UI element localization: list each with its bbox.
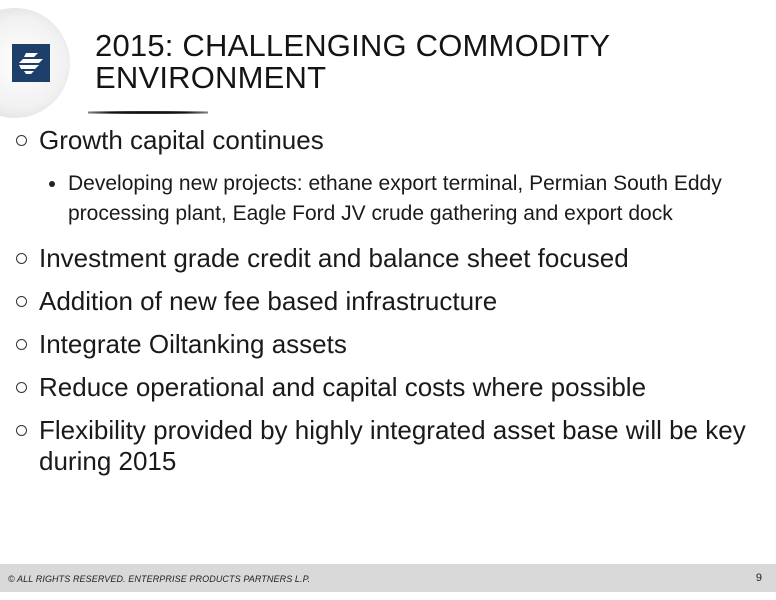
bullet-text: Reduce operational and capital costs where possible bbox=[39, 372, 647, 402]
hollow-circle-bullet-icon bbox=[16, 339, 27, 350]
sub-bullet-text: Developing new projects: ethane export terminal, Permian South Eddy processing plant, Eagle Ford JV crude gathering and export dock bbox=[68, 172, 722, 225]
footer-bar bbox=[0, 564, 776, 592]
bullet-text: Addition of new fee based infrastructure bbox=[39, 286, 498, 316]
bullet-item bbox=[0, 125, 776, 156]
sub-bullet-item bbox=[0, 169, 776, 229]
title-line-1: 2015: CHALLENGING COMMODITY bbox=[95, 28, 611, 63]
hollow-circle-bullet-icon bbox=[16, 135, 27, 146]
bullet-text: Growth capital continues bbox=[39, 125, 324, 155]
enterprise-logo-icon bbox=[12, 44, 50, 82]
hollow-circle-bullet-icon bbox=[16, 382, 27, 393]
hollow-circle-bullet-icon bbox=[16, 425, 27, 436]
bullet-item bbox=[0, 329, 776, 360]
title-underline bbox=[88, 111, 208, 114]
bullet-text: Integrate Oiltanking assets bbox=[39, 329, 347, 359]
slide-title bbox=[95, 30, 755, 94]
page-number: 9 bbox=[755, 572, 762, 584]
bullet-list bbox=[0, 120, 776, 477]
bullet-text: Flexibility provided by highly integrated asset base will be key during 2015 bbox=[39, 415, 746, 476]
filled-dot-bullet-icon bbox=[49, 181, 55, 187]
bullet-item bbox=[0, 372, 776, 403]
bullet-item bbox=[0, 415, 776, 477]
copyright-text: © ALL RIGHTS RESERVED. ENTERPRISE PRODUCTS PARTNERS L.P. bbox=[8, 574, 311, 584]
hollow-circle-bullet-icon bbox=[16, 296, 27, 307]
title-line-2: ENVIRONMENT bbox=[95, 60, 327, 95]
bullet-text: Investment grade credit and balance sheet focused bbox=[39, 243, 629, 273]
bullet-item bbox=[0, 243, 776, 274]
hollow-circle-bullet-icon bbox=[16, 253, 27, 264]
bullet-item bbox=[0, 286, 776, 317]
